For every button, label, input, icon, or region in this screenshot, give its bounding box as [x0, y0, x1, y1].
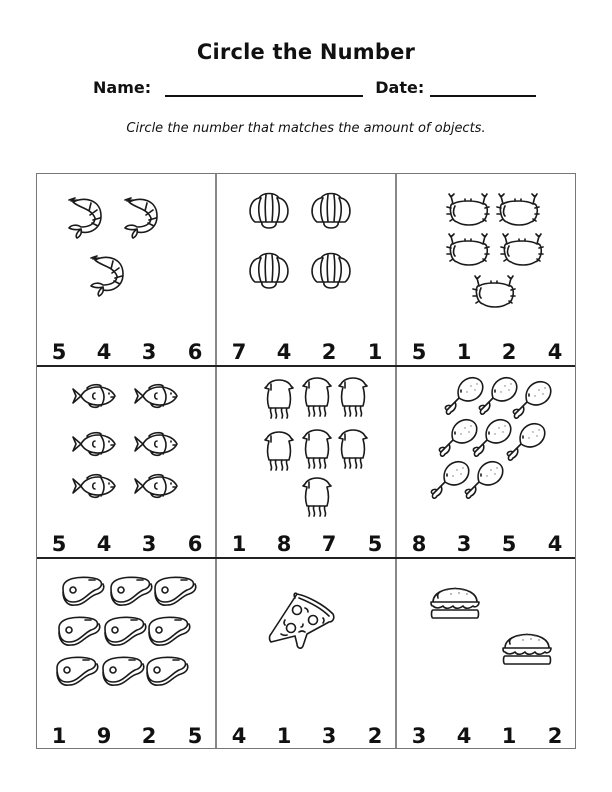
number-option[interactable]: 1	[456, 340, 472, 364]
number-option[interactable]: 1	[367, 340, 383, 364]
number-option[interactable]: 3	[141, 532, 157, 556]
number-option[interactable]: 1	[231, 532, 247, 556]
steak-icon	[37, 558, 217, 718]
number-option[interactable]: 4	[96, 340, 112, 364]
number-option[interactable]: 5	[367, 532, 383, 556]
number-option[interactable]: 5	[187, 724, 203, 748]
number-option[interactable]: 4	[456, 724, 472, 748]
counting-grid	[36, 173, 576, 749]
number-option[interactable]: 7	[231, 340, 247, 364]
cell-chicken-drumstick	[397, 366, 577, 558]
number-option[interactable]: 5	[51, 532, 67, 556]
fish-icon	[37, 366, 217, 526]
number-options	[217, 526, 397, 556]
number-option[interactable]: 7	[321, 532, 337, 556]
instructions: Circle the number that matches the amount of objects.	[126, 121, 486, 136]
cell-burger	[397, 558, 577, 750]
number-option[interactable]: 4	[276, 340, 292, 364]
crab-icon	[397, 174, 577, 334]
number-option[interactable]: 2	[141, 724, 157, 748]
chicken-drumstick-icon	[397, 366, 577, 526]
number-options	[397, 526, 577, 556]
number-option[interactable]: 1	[501, 724, 517, 748]
number-options	[37, 526, 217, 556]
cell-seashell	[217, 174, 397, 366]
cell-squid	[217, 366, 397, 558]
number-option[interactable]: 2	[501, 340, 517, 364]
number-option[interactable]: 1	[276, 724, 292, 748]
shrimp-icon	[37, 174, 217, 334]
name-field[interactable]	[165, 79, 363, 97]
pizza-slice-icon	[217, 558, 397, 718]
number-option[interactable]: 4	[547, 340, 563, 364]
number-option[interactable]: 3	[321, 724, 337, 748]
burger-icon	[397, 558, 577, 718]
number-option[interactable]: 3	[411, 724, 427, 748]
number-option[interactable]: 5	[501, 532, 517, 556]
cell-pizza	[217, 558, 397, 750]
page-title: Circle the Number	[196, 40, 416, 64]
name-label: Name:	[93, 78, 152, 97]
number-option[interactable]: 4	[96, 532, 112, 556]
number-option[interactable]: 3	[456, 532, 472, 556]
seashell-icon	[217, 174, 397, 334]
date-label: Date:	[375, 78, 425, 97]
number-option[interactable]: 1	[51, 724, 67, 748]
number-options	[217, 718, 397, 748]
number-option[interactable]: 2	[367, 724, 383, 748]
number-option[interactable]: 4	[231, 724, 247, 748]
date-field[interactable]	[430, 79, 536, 97]
number-option[interactable]: 4	[547, 532, 563, 556]
number-option[interactable]: 5	[51, 340, 67, 364]
number-option[interactable]: 8	[411, 532, 427, 556]
cell-steak	[37, 558, 217, 750]
number-options	[397, 718, 577, 748]
number-option[interactable]: 6	[187, 340, 203, 364]
number-options	[37, 334, 217, 364]
cell-crab	[397, 174, 577, 366]
number-option[interactable]: 9	[96, 724, 112, 748]
cell-shrimp	[37, 174, 217, 366]
name-date-row	[93, 78, 536, 97]
number-options	[217, 334, 397, 364]
number-option[interactable]: 6	[187, 532, 203, 556]
number-option[interactable]: 3	[141, 340, 157, 364]
number-option[interactable]: 5	[411, 340, 427, 364]
number-options	[397, 334, 577, 364]
number-option[interactable]: 2	[321, 340, 337, 364]
squid-icon	[217, 366, 397, 526]
number-option[interactable]: 2	[547, 724, 563, 748]
cell-fish	[37, 366, 217, 558]
number-options	[37, 718, 217, 748]
number-option[interactable]: 8	[276, 532, 292, 556]
